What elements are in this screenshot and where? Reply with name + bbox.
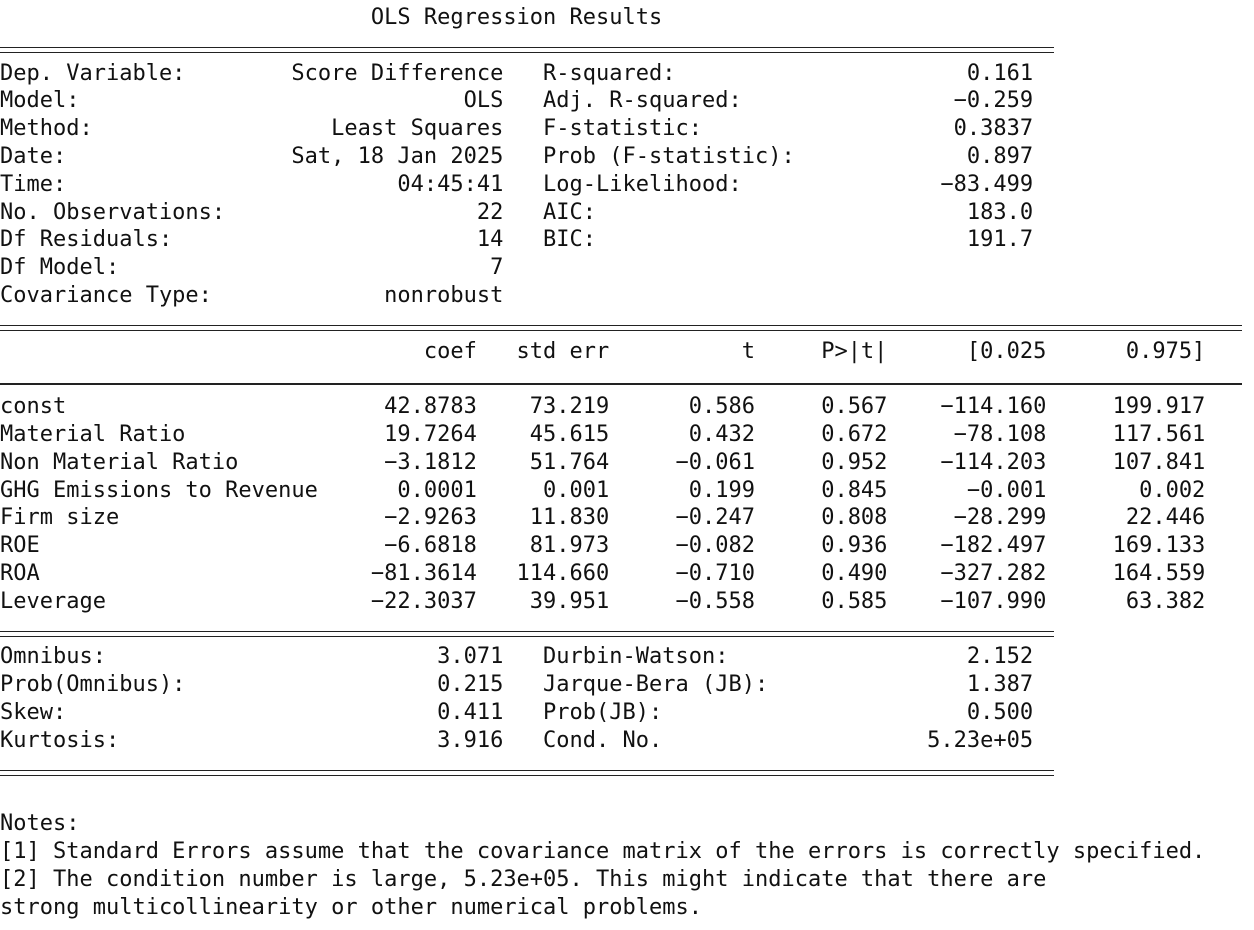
notes-list <box>0 838 1242 921</box>
report-title: OLS Regression Results <box>0 5 663 30</box>
summary-row: Date: Sat, 18 Jan 2025 Prob (F-statistic): 0.897 <box>0 143 1034 169</box>
note-line: [2] The condition number is large, 5.23e+05. This might indicate that there are <box>0 866 1047 892</box>
notes-header: Notes: <box>0 811 80 837</box>
summary-row: Df Model: 7 <box>0 255 504 281</box>
coef-row: Material Ratio 19.7264 45.615 0.432 0.672 −78.108 117.561 <box>0 421 1206 447</box>
double-rule <box>0 310 1242 338</box>
summary-row: Model: OLS Adj. R-squared: −0.259 <box>0 88 1034 114</box>
coef-table-header: coef std err t P>|t| [0.025 0.975] <box>0 338 1206 364</box>
summary-table <box>0 60 1242 310</box>
summary-row: Method: Least Squares F-statistic: 0.3837 <box>0 116 1034 142</box>
spacer <box>0 782 1242 810</box>
coef-row: const 42.8783 73.219 0.586 0.567 −114.160 199.917 <box>0 394 1206 420</box>
coef-row: ROE −6.6818 81.973 −0.082 0.936 −182.497 169.133 <box>0 533 1206 559</box>
summary-row: No. Observations: 22 AIC: 183.0 <box>0 199 1034 225</box>
diagnostics-row: Prob(Omnibus): 0.215 Jarque-Bera (JB): 1.387 <box>0 672 1034 698</box>
double-rule <box>0 616 1054 644</box>
summary-row: Time: 04:45:41 Log-Likelihood: −83.499 <box>0 171 1034 197</box>
coef-row: GHG Emissions to Revenue 0.0001 0.001 0.199 0.845 −0.001 0.002 <box>0 477 1206 503</box>
ols-regression-output <box>0 4 1242 921</box>
summary-row: Dep. Variable: Score Difference R-squared: 0.161 <box>0 60 1034 86</box>
double-rule <box>0 32 1054 60</box>
coef-row: ROA −81.3614 114.660 −0.710 0.490 −327.282 164.559 <box>0 560 1206 586</box>
single-rule <box>0 365 1242 393</box>
coef-row: Leverage −22.3037 39.951 −0.558 0.585 −107.990 63.382 <box>0 588 1206 614</box>
double-rule <box>0 755 1054 783</box>
diagnostics-table <box>0 643 1242 754</box>
coef-row: Firm size −2.9263 11.830 −0.247 0.808 −28.299 22.446 <box>0 505 1206 531</box>
diagnostics-row: Kurtosis: 3.916 Cond. No. 5.23e+05 <box>0 727 1034 753</box>
diagnostics-row: Skew: 0.411 Prob(JB): 0.500 <box>0 699 1034 725</box>
note-line: [1] Standard Errors assume that the covariance matrix of the errors is correctly specified. <box>0 838 1206 864</box>
summary-row: Covariance Type: nonrobust <box>0 282 504 308</box>
diagnostics-row: Omnibus: 3.071 Durbin-Watson: 2.152 <box>0 644 1034 670</box>
coef-row: Non Material Ratio −3.1812 51.764 −0.061 0.952 −114.203 107.841 <box>0 449 1206 475</box>
note-line: strong multicollinearity or other numerical problems. <box>0 894 702 920</box>
coef-table <box>0 393 1242 615</box>
summary-row: Df Residuals: 14 BIC: 191.7 <box>0 227 1034 253</box>
